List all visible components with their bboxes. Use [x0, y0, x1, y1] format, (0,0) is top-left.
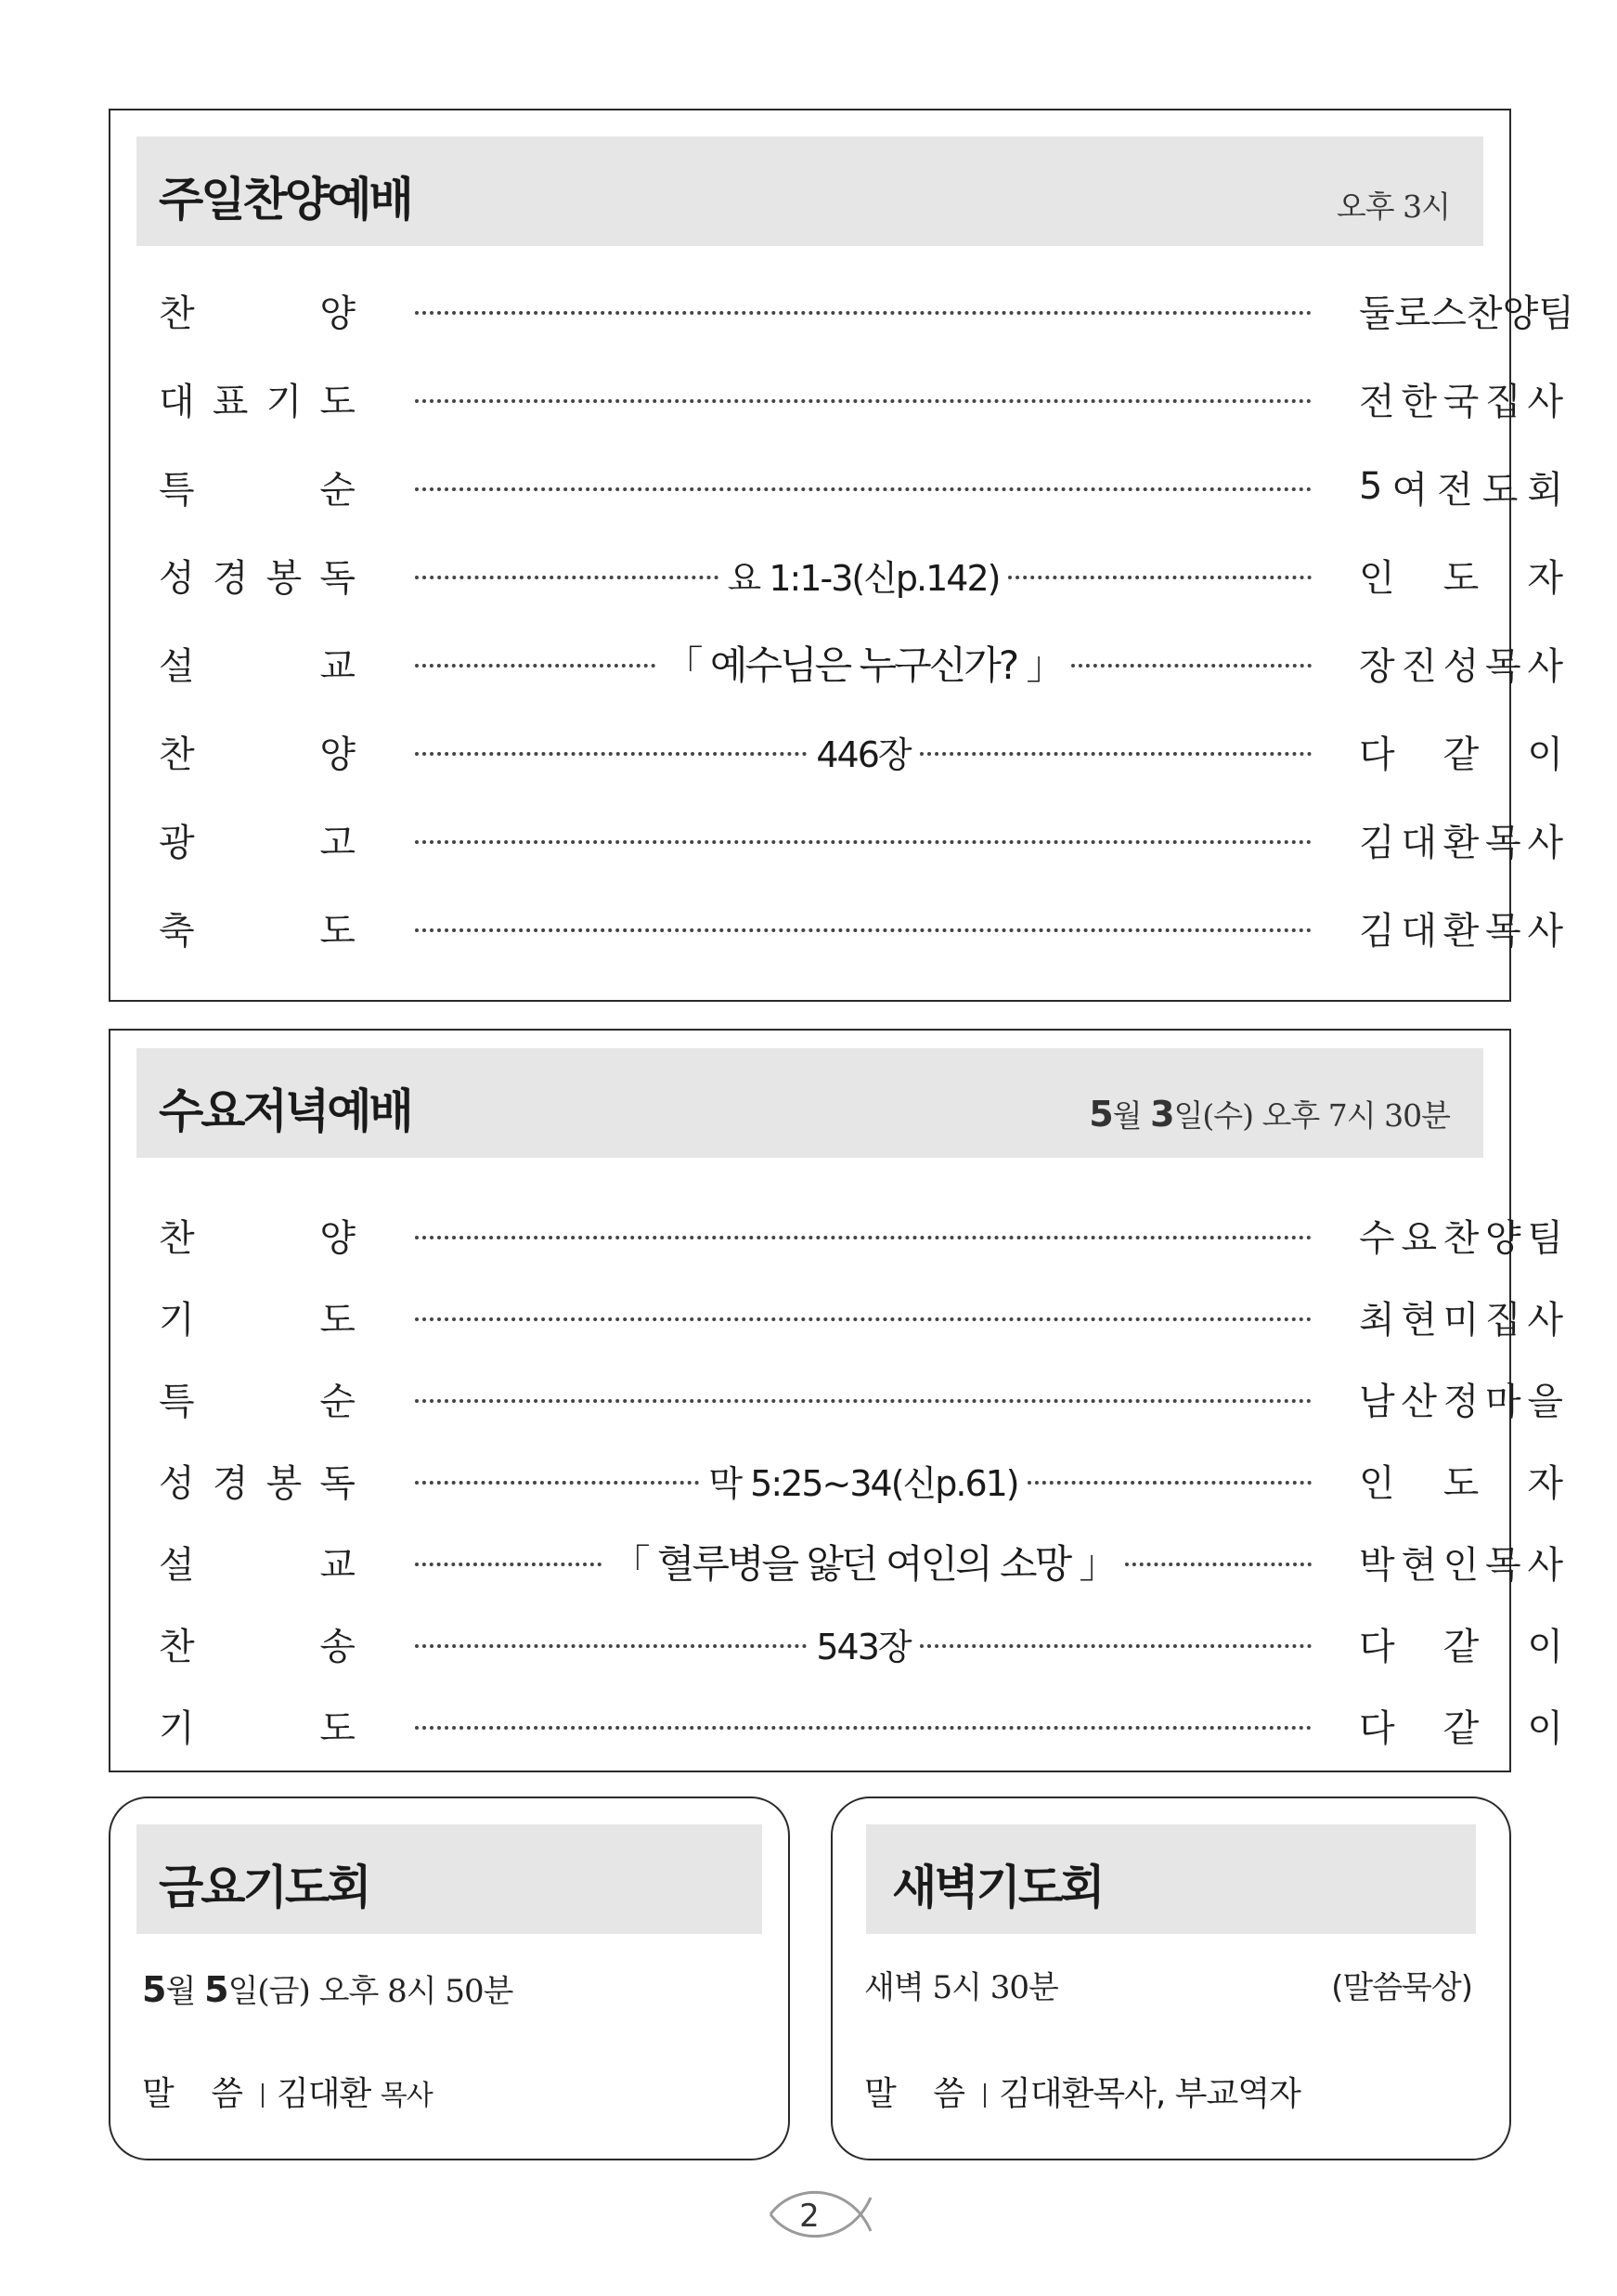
wednesday-service-box: [109, 1029, 1563, 1772]
dotted-leader: [415, 1317, 1312, 1321]
dawn-word-line: [864, 2068, 1300, 2115]
dotted-leader: [415, 1563, 602, 1566]
wednesday-order-row: [110, 1202, 1563, 1267]
person-char: 사: [1527, 380, 1563, 423]
wednesday-order-row: [110, 1693, 1563, 1758]
person-char: 다: [1359, 733, 1395, 776]
dotted-leader: [415, 1236, 1312, 1239]
person-char: 환: [1442, 909, 1480, 953]
person-char: 로: [1394, 292, 1431, 335]
wednesday-day-num: 3: [1150, 1094, 1174, 1135]
label-char: 봉: [265, 1461, 303, 1505]
wednesday-order-label: [159, 1366, 356, 1431]
sunday-order-person: [1359, 366, 1563, 431]
person-char: 회: [1527, 468, 1563, 512]
sunday-time: 오후 3시: [1336, 188, 1450, 225]
page-number-fish: [761, 2177, 891, 2251]
person-char: 장: [1359, 644, 1395, 688]
person-char: 팀: [1538, 292, 1574, 335]
sunday-order-middle: [415, 366, 1312, 431]
person-char: 최: [1359, 1298, 1395, 1342]
label-char: 설: [159, 1543, 195, 1587]
dotted-leader: [1028, 1481, 1312, 1485]
label-char: 도: [319, 909, 356, 953]
page-number: 2: [799, 2198, 820, 2235]
sunday-order-row: [110, 542, 1563, 607]
dawn-word-label: 말 씀: [864, 2075, 978, 2113]
dawn-separator: [984, 2083, 986, 2108]
wednesday-order-person: [1359, 1284, 1563, 1349]
label-char: 특: [159, 468, 195, 512]
person-char: 김: [1359, 909, 1395, 953]
sunday-order-person: [1359, 454, 1563, 519]
dotted-leader: [415, 928, 1312, 932]
person-char: 목: [1484, 821, 1521, 864]
friday-speaker-title: 목사: [380, 2080, 433, 2112]
dotted-leader: [415, 1644, 807, 1648]
wednesday-order-person: [1359, 1693, 1563, 1758]
person-char: 자: [1527, 1461, 1563, 1505]
wednesday-order-label: [159, 1447, 356, 1512]
person-char: 사: [1527, 909, 1563, 953]
label-char: 도: [319, 1706, 356, 1750]
dotted-leader: [415, 576, 718, 579]
wednesday-order-middle: [415, 1693, 1312, 1758]
person-char: 찬: [1442, 1216, 1480, 1260]
sunday-order-middle: [415, 630, 1312, 695]
dawn-title: 새벽기도회: [892, 1861, 1103, 1914]
sunday-order-person: [1359, 278, 1574, 343]
sunday-order-middle: [415, 807, 1312, 872]
person-char: 요: [1401, 1216, 1437, 1260]
label-char: 교: [319, 1543, 356, 1587]
person-char: 목: [1484, 1543, 1521, 1587]
friday-day-num: 5: [204, 1969, 228, 2010]
person-char: 마: [1484, 1380, 1521, 1423]
person-char: 집: [1484, 380, 1521, 423]
person-char: 이: [1527, 1706, 1563, 1750]
label-char: 경: [212, 1461, 249, 1505]
person-char: 박: [1359, 1543, 1395, 1587]
label-char: 표: [212, 380, 249, 423]
person-char: 사: [1527, 1298, 1563, 1342]
dotted-leader: [415, 399, 1312, 403]
friday-separator: [262, 2083, 264, 2108]
sunday-order-detail: 요 1:1-3(신p.142): [727, 557, 1000, 599]
person-char: 정: [1442, 1380, 1480, 1423]
wednesday-order-row: [110, 1284, 1563, 1349]
label-char: 특: [159, 1380, 195, 1423]
dotted-leader: [415, 840, 1312, 844]
wednesday-order-label: [159, 1202, 356, 1267]
person-char: 도: [1442, 556, 1480, 600]
wednesday-order-detail: 막 5:25~34(신p.61): [708, 1462, 1018, 1504]
friday-month-num: 5: [142, 1969, 166, 2010]
friday-speaker: 김대환: [277, 2075, 371, 2113]
label-char: 찬: [159, 733, 195, 776]
sunday-order-label: [159, 719, 356, 784]
label-char: 순: [319, 468, 356, 512]
dotted-leader: [415, 664, 655, 668]
sunday-order-label: [159, 542, 356, 607]
label-char: 도: [319, 1298, 356, 1342]
sunday-service-box: [109, 109, 1574, 1002]
sunday-order-label: [159, 630, 356, 695]
person-char: 인: [1442, 1543, 1480, 1587]
person-char: 산: [1401, 1380, 1437, 1423]
person-char: 찬: [1466, 292, 1503, 335]
person-char: 대: [1401, 821, 1437, 864]
person-char: 사: [1527, 821, 1563, 864]
label-char: 양: [319, 733, 356, 776]
person-char: 현: [1401, 1543, 1437, 1587]
person-char: 현: [1401, 1298, 1437, 1342]
sunday-order-person: [1359, 630, 1563, 695]
sunday-order-row: [110, 366, 1563, 431]
dotted-leader: [415, 1481, 699, 1485]
person-char: 다: [1359, 1625, 1395, 1668]
person-char: 같: [1442, 1706, 1480, 1750]
person-char: 을: [1527, 1380, 1563, 1423]
person-char: 자: [1527, 556, 1563, 600]
wednesday-order-row: [110, 1447, 1563, 1512]
dotted-leader: [1125, 1563, 1312, 1566]
sunday-order-row: [110, 630, 1563, 695]
wednesday-order-middle: [415, 1202, 1312, 1267]
person-char: 둘: [1359, 292, 1395, 335]
wednesday-order-person: [1359, 1447, 1563, 1512]
label-char: 기: [159, 1706, 195, 1750]
label-char: 독: [319, 556, 356, 600]
dotted-leader: [920, 752, 1312, 756]
sunday-order-label: [159, 454, 356, 519]
person-char: 5: [1359, 465, 1383, 508]
dotted-leader: [415, 487, 1312, 491]
wednesday-order-row: [110, 1611, 1563, 1676]
person-char: 집: [1484, 1298, 1521, 1342]
person-char: 사: [1527, 644, 1563, 688]
wednesday-order-person: [1359, 1529, 1563, 1594]
friday-word-line: [142, 2068, 433, 2115]
label-char: 기: [159, 1298, 195, 1342]
friday-date-rest: 일(금) 오후 8시 50분: [227, 1973, 513, 2010]
label-char: 기: [265, 380, 303, 423]
person-char: 대: [1401, 909, 1437, 953]
wednesday-order-middle: [415, 1447, 1312, 1512]
person-char: 목: [1484, 644, 1521, 688]
sunday-title: 주일찬양예배: [159, 173, 411, 227]
label-char: 양: [319, 1216, 356, 1260]
label-char: 설: [159, 644, 195, 688]
wednesday-order-person: [1359, 1611, 1563, 1676]
wednesday-order-middle: [415, 1284, 1312, 1349]
person-char: 스: [1430, 292, 1467, 335]
person-char: 성: [1442, 644, 1480, 688]
sunday-order-middle: [415, 542, 1312, 607]
sunday-order-person: [1359, 807, 1563, 872]
wednesday-order-detail: 543장: [816, 1626, 911, 1667]
sunday-order-row: [110, 719, 1563, 784]
wednesday-title: 수요저녁예배: [159, 1084, 411, 1138]
sunday-order-label: [159, 366, 356, 431]
label-char: 성: [159, 556, 195, 600]
dawn-speakers: 김대환목사, 부교역자: [999, 2075, 1300, 2113]
sunday-order-middle: [415, 278, 1312, 343]
person-char: 남: [1359, 1380, 1395, 1423]
friday-date: [142, 1965, 513, 2011]
person-char: 국: [1442, 380, 1480, 423]
wednesday-order-person: [1359, 1366, 1563, 1431]
wednesday-order-label: [159, 1611, 356, 1676]
person-char: 한: [1401, 380, 1437, 423]
person-char: 전: [1437, 468, 1473, 512]
wednesday-order-row: [110, 1529, 1563, 1594]
dawn-time: 새벽 5시 30분: [864, 1969, 1058, 2006]
dawn-note: (말씀묵상): [1331, 1969, 1472, 2006]
person-char: 팀: [1527, 1216, 1563, 1260]
label-char: 대: [159, 380, 195, 423]
person-char: 이: [1527, 733, 1563, 776]
label-char: 축: [159, 909, 195, 953]
person-char: 목: [1484, 909, 1521, 953]
person-char: 수: [1359, 1216, 1395, 1260]
label-char: 광: [159, 821, 195, 864]
person-char: 이: [1527, 1625, 1563, 1668]
sunday-order-row: [110, 454, 1563, 519]
wednesday-month-num: 5: [1089, 1094, 1113, 1135]
sunday-order-person: [1359, 542, 1563, 607]
label-char: 교: [319, 644, 356, 688]
label-char: 순: [319, 1380, 356, 1423]
fish-icon: [761, 2177, 891, 2251]
sunday-order-row: [110, 807, 1563, 872]
wednesday-order-middle: [415, 1529, 1312, 1594]
dotted-leader: [415, 311, 1312, 315]
person-char: 양: [1502, 292, 1539, 335]
sunday-order-row: [110, 278, 1574, 343]
sunday-order-detail: 「 예수님은 누구신가? 」: [664, 642, 1063, 688]
dotted-leader: [1071, 664, 1312, 668]
person-char: 미: [1442, 1298, 1480, 1342]
label-char: 찬: [159, 1216, 195, 1260]
person-char: 환: [1442, 821, 1480, 864]
dotted-leader: [415, 1399, 1312, 1403]
label-char: 경: [212, 556, 249, 600]
person-char: 김: [1359, 821, 1395, 864]
sunday-order-detail: 446장: [816, 733, 911, 775]
wednesday-order-label: [159, 1693, 356, 1758]
friday-prayer-box: [109, 1797, 790, 2160]
wednesday-order-label: [159, 1529, 356, 1594]
wednesday-order-middle: [415, 1611, 1312, 1676]
label-char: 성: [159, 1461, 195, 1505]
label-char: 찬: [159, 1625, 195, 1668]
person-char: 진: [1401, 644, 1437, 688]
person-char: 전: [1359, 380, 1395, 423]
dotted-leader: [415, 1726, 1312, 1730]
label-char: 양: [319, 292, 356, 335]
friday-title: 금요기도회: [159, 1861, 369, 1914]
friday-month-unit: 월: [165, 1973, 196, 2010]
sunday-order-person: [1359, 895, 1563, 960]
sunday-order-label: [159, 807, 356, 872]
person-char: 같: [1442, 1625, 1480, 1668]
friday-word-label: 말 씀: [142, 2075, 256, 2113]
person-char: 양: [1484, 1216, 1521, 1260]
sunday-order-person: [1359, 719, 1563, 784]
person-char: 인: [1359, 556, 1395, 600]
wednesday-order-label: [159, 1284, 356, 1349]
person-char: 도: [1442, 1461, 1480, 1505]
wednesday-order-person: [1359, 1202, 1563, 1267]
dawn-prayer-box: [831, 1797, 1511, 2160]
sunday-order-label: [159, 278, 356, 343]
label-char: 독: [319, 1461, 356, 1505]
sunday-order-label: [159, 895, 356, 960]
wednesday-time: [1089, 1092, 1450, 1135]
label-char: 찬: [159, 292, 195, 335]
label-char: 봉: [265, 556, 303, 600]
label-char: 송: [319, 1625, 356, 1668]
wednesday-order-middle: [415, 1366, 1312, 1431]
person-char: 다: [1359, 1706, 1395, 1750]
person-char: 사: [1527, 1543, 1563, 1587]
sunday-order-middle: [415, 895, 1312, 960]
wednesday-month-unit: 월: [1112, 1097, 1142, 1134]
sunday-order-middle: [415, 719, 1312, 784]
person-char: 같: [1442, 733, 1480, 776]
wednesday-time-rest: 일(수) 오후 7시 30분: [1173, 1097, 1450, 1134]
dotted-leader: [1008, 576, 1312, 579]
wednesday-order-detail: 「 혈루병을 앓던 여인의 소망 」: [611, 1541, 1116, 1587]
wednesday-order-row: [110, 1366, 1563, 1431]
person-char: 인: [1359, 1461, 1395, 1505]
person-char: 여: [1391, 468, 1429, 512]
sunday-order-middle: [415, 454, 1312, 519]
dotted-leader: [415, 752, 807, 756]
dotted-leader: [920, 1644, 1312, 1648]
sunday-order-row: [110, 895, 1563, 960]
person-char: 도: [1481, 468, 1519, 512]
label-char: 도: [319, 380, 356, 423]
label-char: 고: [319, 821, 356, 864]
